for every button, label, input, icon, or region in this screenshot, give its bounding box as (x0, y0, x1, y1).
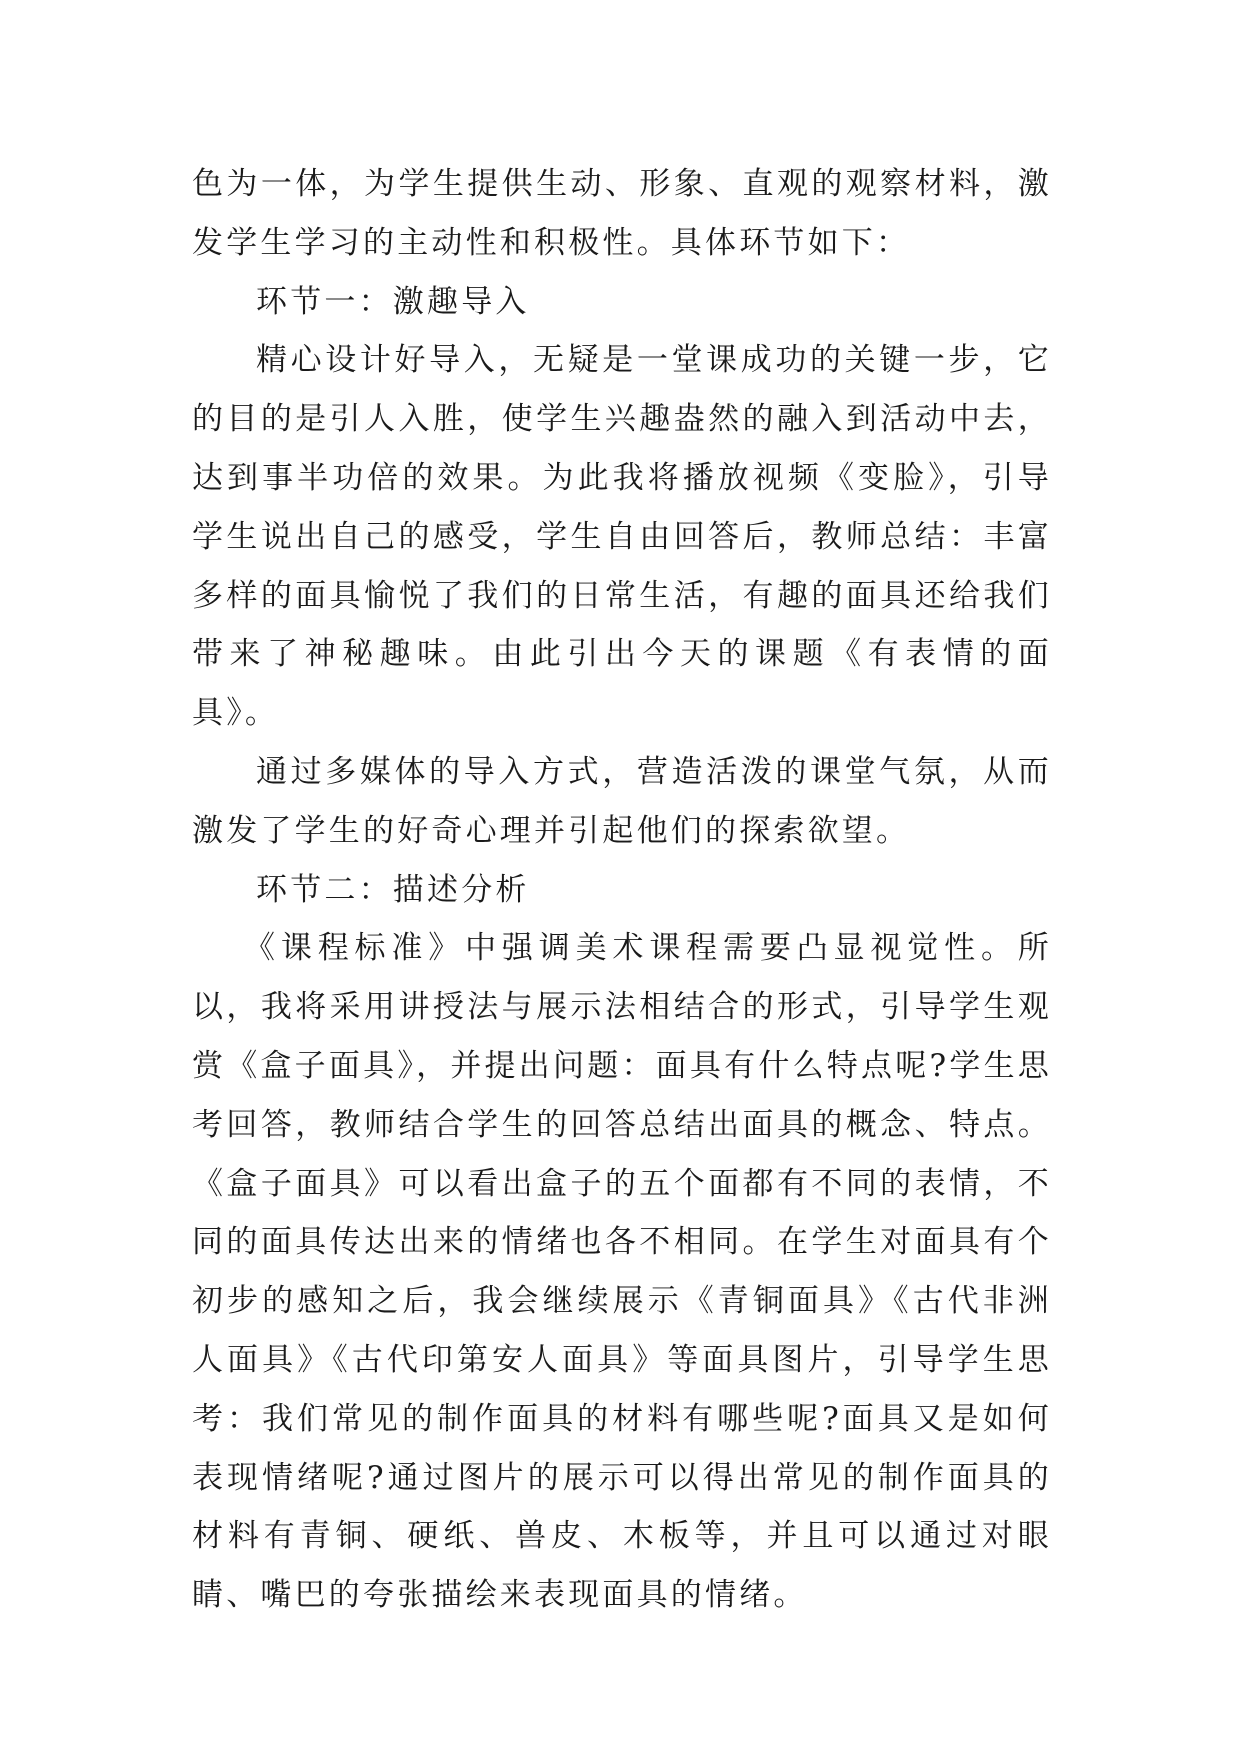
document-body (192, 155, 1052, 1625)
paragraph-multimedia: 通过多媒体的导入方式，营造活泼的课堂气氛，从而激发了学生的好奇心理并引起他们的探索欲望。 (192, 753, 1052, 849)
section-heading-1: 环节一：激趣导入 (256, 283, 530, 320)
section-heading-2: 环节二：描述分析 (256, 871, 530, 908)
paragraph-curriculum: 《课程标准》中强调美术课程需要凸显视觉性。所以，我将采用讲授法与展示法相结合的形式，引导学生观赏《盒子面具》，并提出问题：面具有什么特点呢?学生思考回答，教师结合学生的回答总结出面具的概念、特点。《盒子面具》可以看出盒子的五个面都有不同的表情，不同的面具传达出来的情绪也各不相同。在学生对面具有个初步的感知之后，我会继续展示《青铜面具》《古代非洲人面具》《古代印第安人面具》等面具图片，引导学生思考：我们常见的制作面具的材料有哪些呢?面具又是如何表现情绪呢?通过图片的展示可以得出常见的制作面具的材料有青铜、硬纸、兽皮、木板等，并且可以通过对眼睛、嘴巴的夸张描绘来表现面具的情绪。 (192, 930, 1052, 1614)
paragraph-continuation: 色为一体，为学生提供生动、形象、直观的观察材料，激发学生学习的主动性和积极性。具体环节如下： (192, 166, 1052, 261)
paragraph-intro-design: 精心设计好导入，无疑是一堂课成功的关键一步，它的目的是引人入胜，使学生兴趣盎然的融入到活动中去，达到事半功倍的效果。为此我将播放视频《变脸》，引导学生说出自己的感受，学生自由回答后，教师总结：丰富多样的面具愉悦了我们的日常生活，有趣的面具还给我们带来了神秘趣味。由此引出今天的课题《有表情的面具》。 (192, 342, 1052, 732)
